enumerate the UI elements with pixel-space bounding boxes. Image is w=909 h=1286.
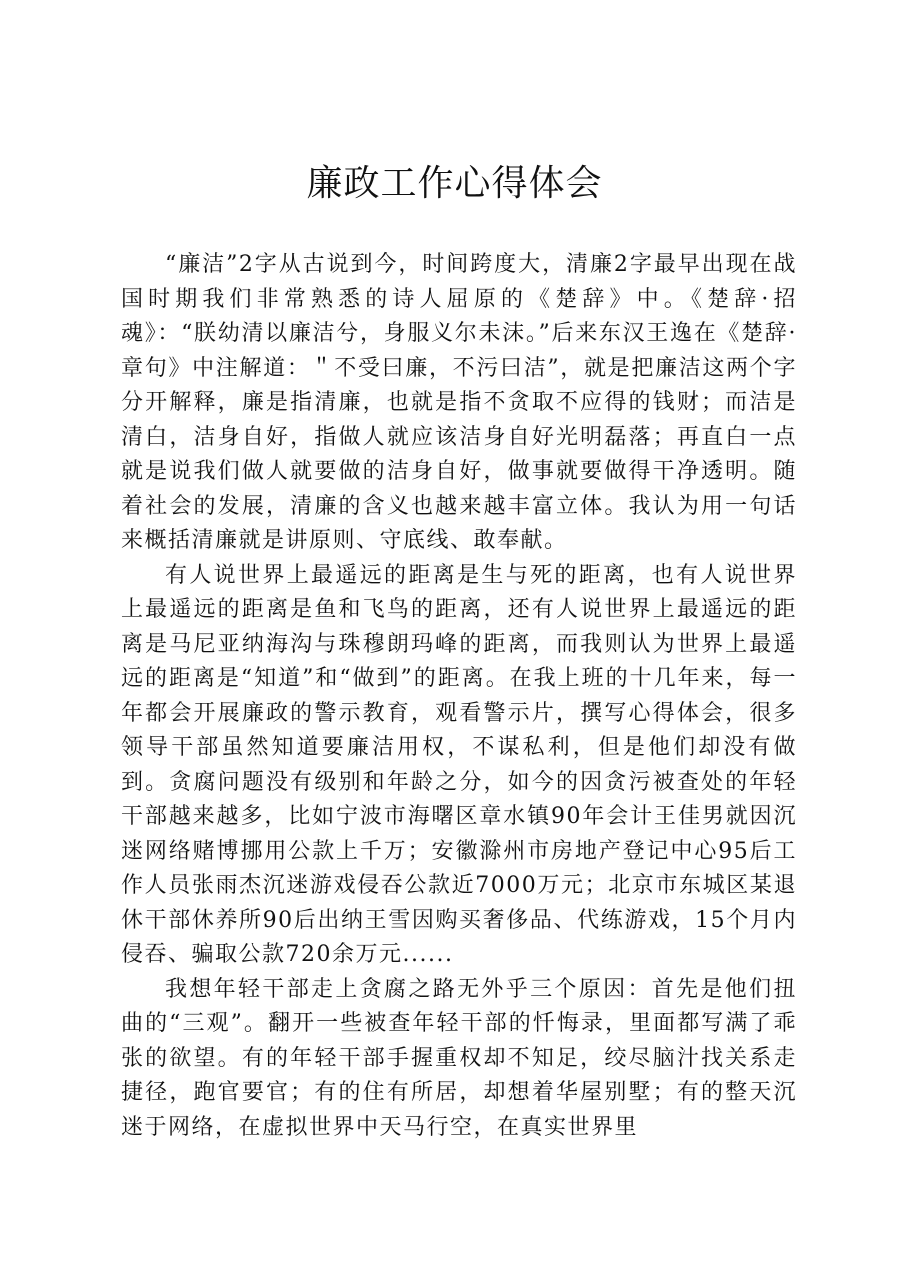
- document-title: 廉政工作心得体会: [306, 163, 603, 204]
- paragraph: 我想年轻干部走上贪腐之路无外乎三个原因：首先是他们扭曲的“三观”。翻开一些被查年轻干部的忏悔录，里面都写满了乖张的欲望。有的年轻干部手握重权却不知足，绞尽脑汁找关系走捷径，跑官要官；有的住有所居，却想着华屋别墅；有的整天沉迷于网络，在虚拟世界中天马行空，在真实世界里: [121, 976, 797, 1140]
- paragraph: “廉洁”2字从古说到今，时间跨度大，清廉2字最早出现在战国时期我们非常熟悉的诗人屈原的《楚辞》中。《楚辞·招魂》：“朕幼清以廉洁兮，身服义尔未沫。”后来东汉王逸在《楚辞·章句》中注解道：＂不受曰廉，不污曰洁”，就是把廉洁这两个字分开解释，廉是指清廉，也就是指不贪取不应得的钱财；而洁是清白，洁身自好，指做人就应该洁身自好光明磊落；再直白一点就是说我们做人就要做的洁身自好，做事就要做得干净透明。随着社会的发展，清廉的含义也越来越丰富立体。我认为用一句话来概括清廉就是讲原则、守底线、敢奉献。: [121, 252, 797, 553]
- paragraph: 有人说世界上最遥远的距离是生与死的距离，也有人说世界上最遥远的距离是鱼和飞鸟的距离，还有人说世界上最遥远的距离是马尼亚纳海沟与珠穆朗玛峰的距离，而我则认为世界上最遥远的距离是“知道”和“做到”的距离。在我上班的十几年来，每一年都会开展廉政的警示教育，观看警示片，撰写心得体会，很多领导干部虽然知道要廉洁用权，不谋私利，但是他们却没有做到。贪腐问题没有级别和年龄之分，如今的因贪污被查处的年轻干部越来越多，比如宁波市海曙区章水镇90年会计王佳男就因沉迷网络赌博挪用公款上千万；安徽滁州市房地产登记中心95后工作人员张雨杰沉迷游戏侵吞公款近7000万元；北京市东城区某退休干部休养所90后出纳王雪因购买奢侈品、代练游戏，15个月内侵吞、骗取公款720余万元......: [121, 562, 797, 967]
- document-body: [121, 248, 797, 1145]
